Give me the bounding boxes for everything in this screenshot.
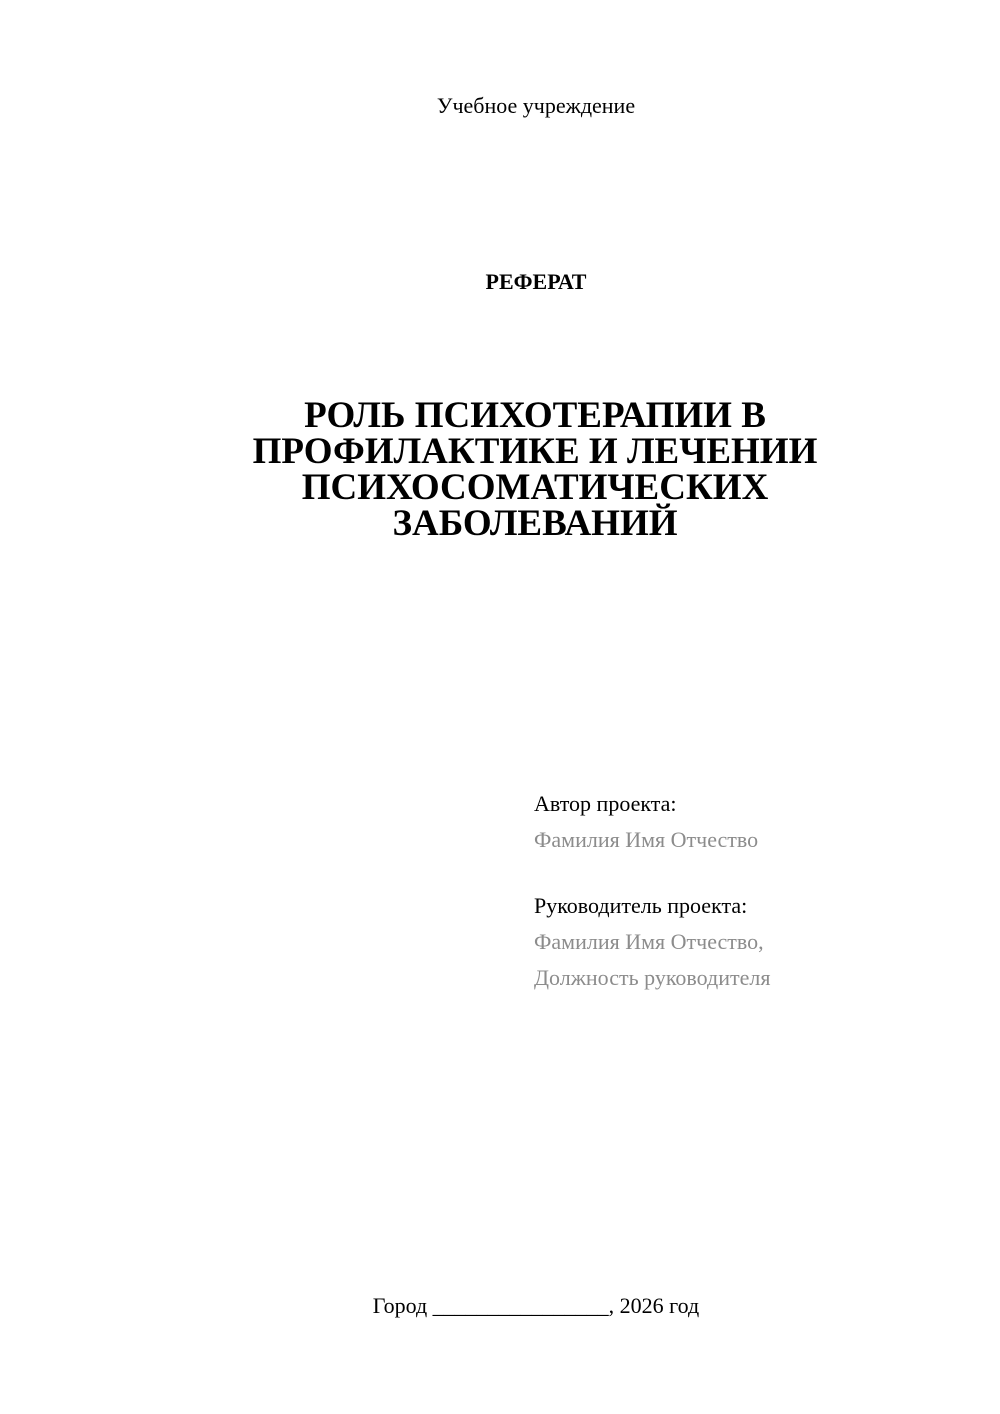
author-name: Фамилия Имя Отчество — [534, 827, 759, 852]
supervisor-block — [534, 892, 974, 992]
supervisor-label: Руководитель проекта: — [534, 893, 748, 918]
title-line: ПСИХОСОМАТИЧЕСКИХ — [301, 467, 769, 508]
signature-block — [534, 790, 974, 992]
institution-name: Учебное учреждение — [436, 93, 636, 118]
supervisor-position: Должность руководителя — [534, 965, 771, 990]
title-line: РОЛЬ ПСИХОТЕРАПИИ В — [304, 395, 766, 436]
document-title — [200, 395, 870, 544]
author-block — [534, 790, 974, 854]
document-type: РЕФЕРАТ — [485, 269, 587, 294]
city-year: Город ________________, 2026 год — [372, 1293, 700, 1318]
author-label: Автор проекта: — [534, 791, 677, 816]
title-line: ПРОФИЛАКТИКЕ И ЛЕЧЕНИИ — [252, 431, 818, 472]
supervisor-name: Фамилия Имя Отчество, — [534, 929, 764, 954]
title-line: ЗАБОЛЕВАНИЙ — [392, 503, 678, 544]
